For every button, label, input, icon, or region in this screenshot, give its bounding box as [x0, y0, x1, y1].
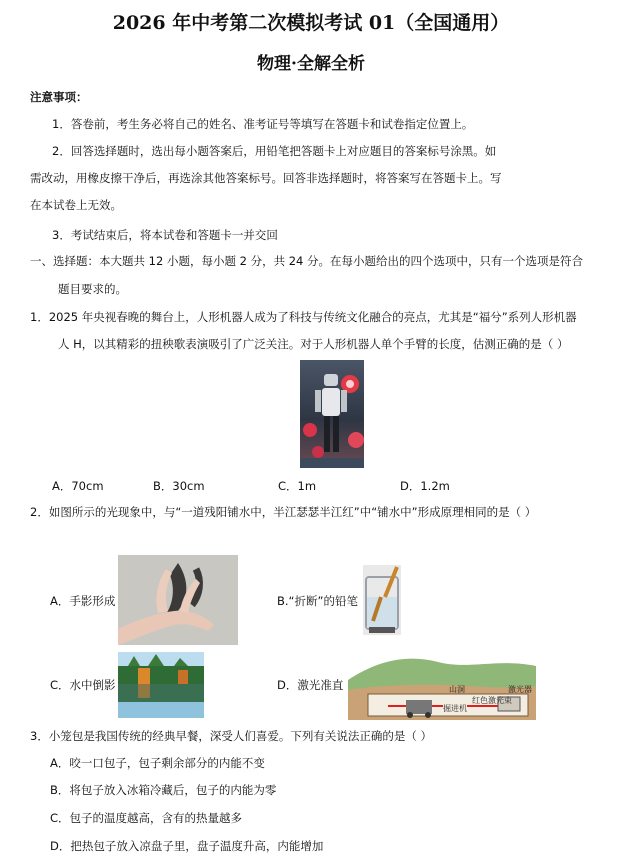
q2-option-a: A．手影形成	[50, 594, 116, 608]
q3-option-a: A．咬一口包子，包子剩余部分的内能不变	[50, 756, 265, 770]
page-subtitle: 物理·全解全析	[257, 54, 365, 74]
q1-option-b: B．30cm	[153, 479, 205, 493]
pencil-in-water-image	[363, 565, 401, 635]
q3-option-d: D．把热包子放入凉盘子里，盘子温度升高，内能增加	[50, 839, 324, 853]
laser-tunnel-image	[348, 650, 536, 720]
notes-item-2-line3: 在本试卷上无效。	[30, 198, 122, 212]
figure-label-tunnel: 山洞	[449, 685, 465, 694]
figure-label-beam: 红色激光束	[472, 696, 512, 705]
page-title: 2026 年中考第二次模拟考试 01（全国通用）	[112, 12, 510, 34]
q2-option-b: B.“折断”的铅笔	[277, 594, 358, 608]
question-1-line1: 1．2025 年央视春晚的舞台上，人形机器人成为了科技与传统文化融合的亮点，尤其是“福兮”系列人形机器	[30, 310, 577, 324]
notes-item-2-line2: 需改动，用橡皮擦干净后，再选涂其他答案标号。回答非选择题时，将答案写在答题卡上。写	[30, 171, 502, 185]
notes-item-1: 1．答卷前，考生务必将自己的姓名、准考证号等填写在答题卡和试卷指定位置上。	[52, 117, 474, 131]
question-3-line1: 3．小笼包是我国传统的经典早餐，深受人们喜爱。下列有关说法正确的是（ ）	[30, 729, 432, 743]
q1-option-a: A．70cm	[52, 479, 104, 493]
figure-label-machine: 掘进机	[443, 704, 467, 713]
question-1-line2: 人 H，以其精彩的扭秧歌表演吸引了广泛关注。对于人形机器人单个手臂的长度，估测正确的是（ ）	[58, 337, 569, 351]
q1-option-d: D．1.2m	[400, 479, 450, 493]
q1-option-c: C．1m	[278, 479, 317, 493]
q2-option-c: C．水中倒影	[50, 678, 116, 692]
robot-image	[300, 360, 364, 468]
water-reflection-image	[118, 652, 204, 718]
q2-option-d: D．激光准直	[277, 678, 344, 692]
hand-shadow-image	[118, 555, 238, 645]
notes-item-3: 3．考试结束后，将本试卷和答题卡一并交回	[52, 228, 278, 242]
q3-option-c: C．包子的温度越高，含有的热量越多	[50, 811, 243, 825]
figure-label-laser: 激光器	[508, 685, 532, 694]
notes-item-2-line1: 2．回答选择题时，选出每小题答案后，用铅笔把答题卡上对应题目的答案标号涂黑。如	[52, 144, 497, 158]
notes-heading: 注意事项：	[30, 90, 88, 104]
question-2-line1: 2．如图所示的光现象中，与“一道残阳铺水中，半江瑟瑟半江红”中“铺水中”形成原理相同的是（ ）	[30, 505, 537, 519]
section-heading: 一、选择题：本大题共 12 小题，每小题 2 分，共 24 分。在每小题给出的四个选项中，只有一个选项是符合	[30, 254, 584, 268]
q3-option-b: B．将包子放入冰箱冷藏后，包子的内能为零	[50, 783, 277, 797]
section-heading-line2: 题目要求的。	[58, 282, 127, 296]
